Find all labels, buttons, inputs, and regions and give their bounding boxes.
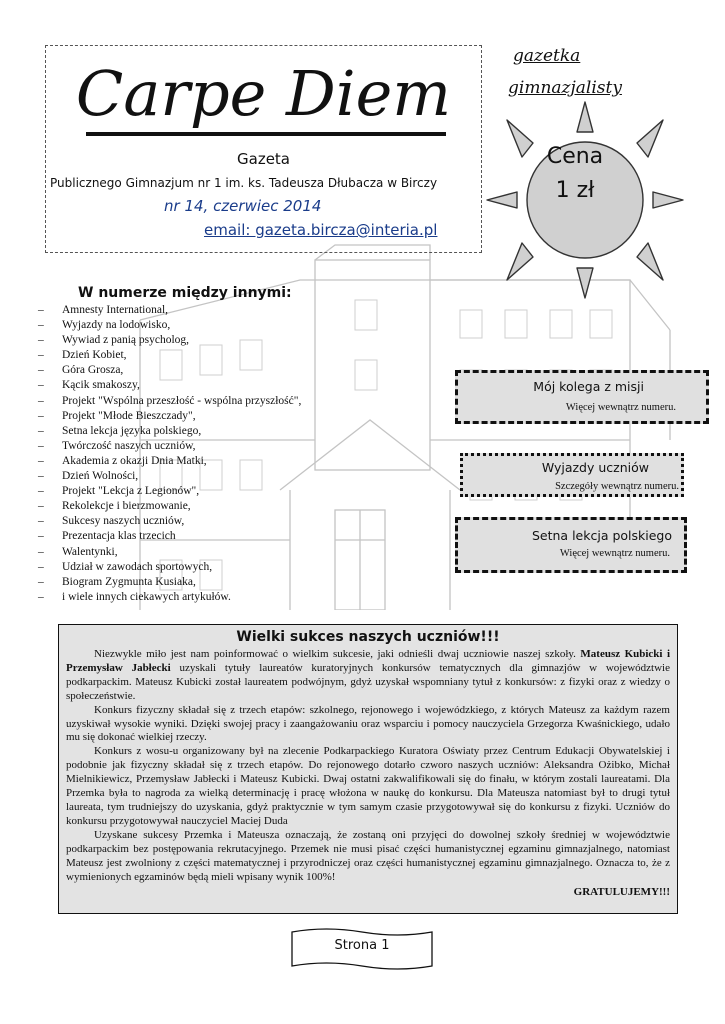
article-title: Wielki sukces naszych uczniów!!!: [236, 629, 500, 645]
contents-item: – Projekt "Młode Bieszczady",: [38, 409, 301, 424]
issue-info: nr 14, czerwiec 2014: [164, 197, 322, 215]
article-paragraph: Konkurs z wosu-u organizowany był na zlecenie Podkarpackiego Kuratora Oświaty przez Centrum Edukacji Obywatelskiej i podobnie jak fizyczny składał się z trzech etapów. Do rejonowego dotarło czworo naszych uczniów: Aleksandra Ożibko, Michał Mielnikiewicz, Przemysław Jabłecki i Mateusz Kubicki. Dwaj ostatni zakwalifikowali się do finału, w którym zostali laureatami. Dla Przemka była to nagroda za wielką determinację i pracę włożona w naukę do konkursu. Dla Mateusza natomiast był to drugi tytuł laureata, tym trudniejszy do uzyskania, gdyż praktycznie w tym samym czasie przygotowywał się do konkursu z fizyki. Uczniów do konkursu przygotowywał nauczyciel Maciej Duda: [66, 745, 670, 827]
price-value: 1 zł: [555, 178, 595, 203]
contents-item: – Prezentacja klas trzecich: [38, 529, 301, 544]
tagline: [508, 40, 658, 104]
contents-item: – Setna lekcja języka polskiego,: [38, 424, 301, 439]
teaser-title: Setna lekcja polskiego: [531, 528, 672, 543]
contents-item: – Projekt "Wspólna przeszłość - wspólna przyszłość",: [38, 394, 301, 409]
title-underline: [86, 132, 446, 136]
tagline-line-1: gazetka: [513, 46, 581, 66]
contents-item: – Rekolekcje i bierzmowanie,: [38, 499, 301, 514]
tagline-line-2: gimnazjalisty: [508, 78, 622, 98]
newspaper-label: Gazeta: [237, 150, 290, 168]
newspaper-title: Carpe Diem: [75, 57, 452, 130]
contents-item: – Kącik smakoszy,: [38, 378, 301, 393]
price-badge: [520, 140, 630, 208]
contents-item: – Amnesty International,: [38, 303, 301, 318]
article-paragraph: Uzyskane sukcesy Przemka i Mateusza oznaczają, że zostaną oni przyjęci do dowolnej szkoły średniej w województwie podkarpackim bez postępowania rekrutacyjnego. Przemek nie musi pisać części humanistycznej egzaminu gimnazjalnego, natomiast Mateusz jest zwolniony z części matematycznej i przyrodniczej oraz części humanistycznej egzaminu gimnazjalnego. Oznacza to, że z wymienionych egzaminów będą mieli wpisany wynik 100%!: [66, 828, 670, 883]
contents-item: – Udział w zawodach sportowych,: [38, 560, 301, 575]
teaser-box-mission[interactable]: [455, 370, 709, 424]
teaser-subtitle: Szczegóły wewnątrz numeru.: [555, 481, 679, 492]
page-number: Strona 1: [334, 938, 390, 953]
contents-item: – Projekt "Lekcja z Legionów",: [38, 484, 301, 499]
contents-item: – Biogram Zygmunta Kusiaka,: [38, 575, 301, 590]
contents-heading: W numerze między innymi:: [78, 285, 292, 301]
teaser-title: Mój kolega z misji: [533, 379, 644, 394]
contents-item: – Dzień Kobiet,: [38, 348, 301, 363]
article-signoff: GRATULUJEMY!!!: [573, 886, 670, 899]
teaser-box-trips[interactable]: [460, 453, 684, 497]
teaser-title: Wyjazdy uczniów: [541, 460, 649, 475]
article-paragraph: Konkurs fizyczny składał się z trzech etapów: szkolnego, rejonowego i wojewódzkiego, z których Mateusz za każdym razem uzyskiwał wysokie wyniki. Dzięki swojej pracy i zaangażowaniu oraz wsparciu i pomocy nauczyciela Grzegorza Kwaśnickiego, udało mu się dokonać wielkiej rzeczy.: [66, 703, 670, 744]
contents-item: – Akademia z okazji Dnia Matki,: [38, 454, 301, 469]
contents-item: – Walentynki,: [38, 545, 301, 560]
school-name: Publicznego Gimnazjum nr 1 im. ks. Tadeusza Dłubacza w Birczy: [50, 176, 438, 190]
teaser-subtitle: Więcej wewnątrz numeru.: [559, 548, 670, 559]
teaser-subtitle: Więcej wewnątrz numeru.: [565, 402, 676, 413]
contents-item: – Wywiad z panią psycholog,: [38, 333, 301, 348]
masthead: [45, 45, 482, 253]
contents-item: – Dzień Wolności,: [38, 469, 301, 484]
contents-list: [38, 303, 301, 605]
price-label: Cena: [546, 144, 604, 169]
contents-item: – Twórczość naszych uczniów,: [38, 439, 301, 454]
article: [58, 624, 678, 914]
article-names: Mateusz Kubicki i Przemysław Jabłecki: [66, 648, 671, 674]
contents-item: – Sukcesy naszych uczniów,: [38, 514, 301, 529]
teaser-box-polish-lesson[interactable]: [455, 517, 687, 573]
article-paragraph: Niezwykle miło jest nam poinformować o wielkim sukcesie, jaki odnieśli dwaj uczniowie naszej szkoły. Mateusz Kubicki i Przemysław Jabłecki uzyskali tytuły laureatów kuratoryjnych konkursów tematycznych dla gimnazjów w województwie podkarpackim. Mateusz Kubicki został laureatem podwójnym, gdyż uzyskał wspomniany tytuł z konkursów: z fizyki oraz z wiedzy o społeczeństwie.: [66, 648, 671, 702]
contents-item: – Wyjazdy na lodowisko,: [38, 318, 301, 333]
contact-email[interactable]: email: gazeta.bircza@interia.pl: [204, 221, 438, 239]
contents-item: – Góra Grosza,: [38, 363, 301, 378]
contents-item: – i wiele innych ciekawych artykułów.: [38, 590, 301, 605]
